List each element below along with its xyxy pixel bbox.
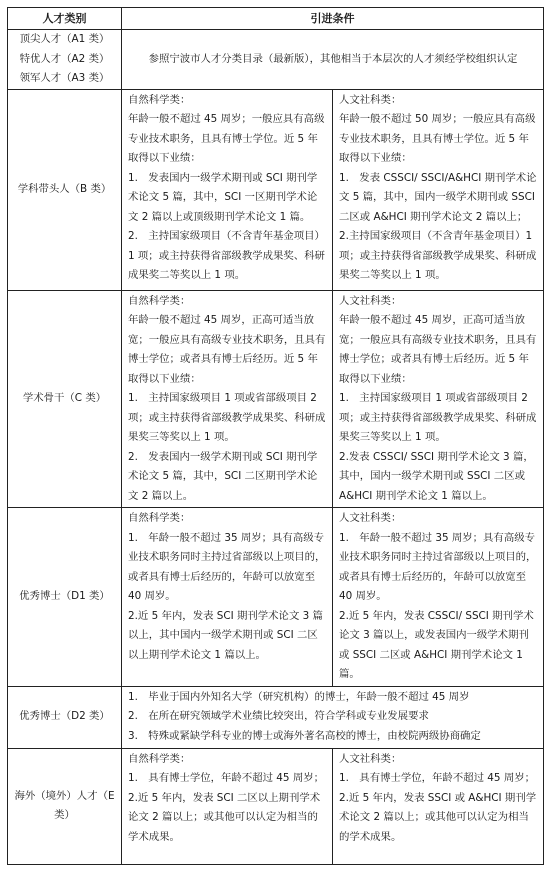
condition-text: 2. 主持国家级项目（不含青年基金项目）1 项；或主持获得省部级教学成果奖、科研成果奖二等奖以上 1 项。 xyxy=(128,230,325,281)
category-label: 顶尖人才（A1 类） xyxy=(19,33,110,45)
category-label: 领军人才（A3 类） xyxy=(19,72,110,84)
header-category: 人才类别 xyxy=(8,8,122,30)
category-label: 特优人才（A2 类） xyxy=(19,52,110,65)
section-title: 自然科学类： xyxy=(128,93,191,106)
condition-text: 1. 年龄一般不超过 35 周岁；具有高级专业技术职务同时主持过省部级以上项目的，或者具有博士后经历的，年龄可以放宽至 40 周岁。 xyxy=(339,531,537,602)
condition-text: 2.近 5 年内，发表 SCI 期刊学术论文 3 篇以上，其中国内一级学术期刊或 SCI 二区以上期刊学术论文 1 篇以上。 xyxy=(128,609,323,661)
condition-text: 1. 年龄一般不超过 35 周岁；具有高级专业技术职务同时主持过省部级以上项目的，或者具有博士后经历的，年龄可以放宽至 40 周岁。 xyxy=(128,531,326,602)
table-row xyxy=(8,30,544,90)
science-conditions-cell xyxy=(122,748,333,864)
condition-text: 2.主持国家级项目（不含青年基金项目）1 项；或主持获得省部级教学成果奖、科研成果奖二等奖以上 1 项。 xyxy=(339,230,537,281)
section-title: 人文社科类： xyxy=(339,93,402,106)
condition-text: 1. 发表 CSSCI/ SSCI/A&HCI 期刊学术论文 5 篇，其中，国内一级学术期刊或 SSCI 二区或 A&HCI 期刊学术论文 2 篇以上； xyxy=(339,171,537,223)
conditions-cell xyxy=(122,30,544,90)
conditions-cell xyxy=(122,686,544,748)
condition-text: 1. 主持国家级项目 1 项或省部级项目 2 项；或主持获得省部级教学成果奖、科研成果奖三等奖以上 1 项。 xyxy=(128,392,326,443)
science-conditions-cell xyxy=(122,508,333,687)
section-title: 人文社科类： xyxy=(339,294,402,307)
condition-text: 2. 发表国内一级学术期刊或 SCI 期刊学术论文 5 篇，其中，SCI 二区期刊学术论文 2 篇以上。 xyxy=(128,450,318,502)
section-title: 自然科学类： xyxy=(128,294,191,307)
section-title: 人文社科类： xyxy=(339,752,402,765)
condition-text: 1. 毕业于国内外知名大学（研究机构）的博士，年龄一般不超过 45 周岁 xyxy=(128,690,470,703)
talent-conditions-table xyxy=(7,7,544,865)
category-cell xyxy=(8,89,122,290)
condition-text: 2.近 5 年内，发表 SCI 二区以上期刊学术论文 2 篇以上；或其他可以认定为相当的学术成果。 xyxy=(128,791,321,843)
condition-text: 参照宁波市人才分类目录（最新版），其他相当于本层次的人才须经学校组织认定 xyxy=(148,52,518,65)
condition-text: 3. 特殊或紧缺学科专业的博士或海外著名高校的博士，由校院两级协商确定 xyxy=(128,729,481,742)
table-row xyxy=(8,508,544,687)
condition-text: 1. 具有博士学位，年龄不超过 45 周岁； xyxy=(339,772,535,784)
condition-text: 1. 具有博士学位，年龄不超过 45 周岁； xyxy=(128,772,324,784)
humanities-conditions-cell xyxy=(333,89,544,290)
category-cell xyxy=(8,290,122,508)
section-title: 自然科学类： xyxy=(128,512,191,524)
category-label: 海外（境外）人才（E 类） xyxy=(14,789,115,821)
category-label: 优秀博士（D2 类） xyxy=(19,710,110,723)
header-conditions: 引进条件 xyxy=(122,8,544,30)
humanities-conditions-cell xyxy=(333,508,544,687)
category-label: 优秀博士（D1 类） xyxy=(19,590,110,602)
condition-text: 年龄一般不超过 45 周岁，正高可适当放宽；一般应具有高级专业技术职务，且具有博士学位；或者具有博士后经历。近 5 年取得以下业绩： xyxy=(339,314,537,385)
section-title: 人文社科类： xyxy=(339,512,402,524)
category-cell xyxy=(8,30,122,90)
condition-text: 年龄一般不超过 45 周岁，正高可适当放宽；一般应具有高级专业技术职务，且具有博士学位；或者具有博士后经历。近 5 年取得以下业绩： xyxy=(128,314,326,385)
table-row xyxy=(8,89,544,290)
category-cell xyxy=(8,508,122,687)
table-header-row xyxy=(8,8,544,30)
condition-text: 年龄一般不超过 45 周岁；一般应具有高级专业技术职务，且具有博士学位。近 5 年取得以下业绩： xyxy=(128,113,325,164)
humanities-conditions-cell xyxy=(333,748,544,864)
section-title: 自然科学类： xyxy=(128,752,191,765)
table-row xyxy=(8,686,544,748)
condition-text: 1. 发表国内一级学术期刊或 SCI 期刊学术论文 5 篇，其中，SCI 一区期刊学术论文 2 篇以上或顶级期刊学术论文 1 篇。 xyxy=(128,171,318,223)
condition-text: 2.近 5 年内，发表 CSSCI/ SSCI 期刊学术论文 3 篇以上，或发表国内一级学术期刊或 SSCI 二区或 A&HCI 期刊学术论文 1 篇。 xyxy=(339,609,534,680)
condition-text: 年龄一般不超过 50 周岁；一般应具有高级专业技术职务，且具有博士学位。近 5 年取得以下业绩： xyxy=(339,113,536,164)
category-cell xyxy=(8,686,122,748)
science-conditions-cell xyxy=(122,290,333,508)
condition-text: 2. 在所在研究领域学术业绩比较突出，符合学科或专业发展要求 xyxy=(128,710,429,723)
condition-text: 1. 主持国家级项目 1 项或省部级项目 2 项；或主持获得省部级教学成果奖、科研成果奖三等奖以上 1 项。 xyxy=(339,392,537,443)
humanities-conditions-cell xyxy=(333,290,544,508)
category-cell xyxy=(8,748,122,864)
table-row xyxy=(8,290,544,508)
category-label: 学术骨干（C 类） xyxy=(22,392,107,404)
science-conditions-cell xyxy=(122,89,333,290)
condition-text: 2.发表 CSSCI/ SSCI 期刊学术论文 3 篇，其中，国内一级学术期刊或 SSCI 二区或 A&HCI 期刊学术论文 1 篇以上。 xyxy=(339,450,534,502)
category-label: 学科带头人（B 类） xyxy=(17,182,112,195)
condition-text: 2.近 5 年内，发表 SSCI 或 A&HCI 期刊学术论文 2 篇以上；或其他可以认定为相当的学术成果。 xyxy=(339,791,537,843)
table-row xyxy=(8,748,544,864)
